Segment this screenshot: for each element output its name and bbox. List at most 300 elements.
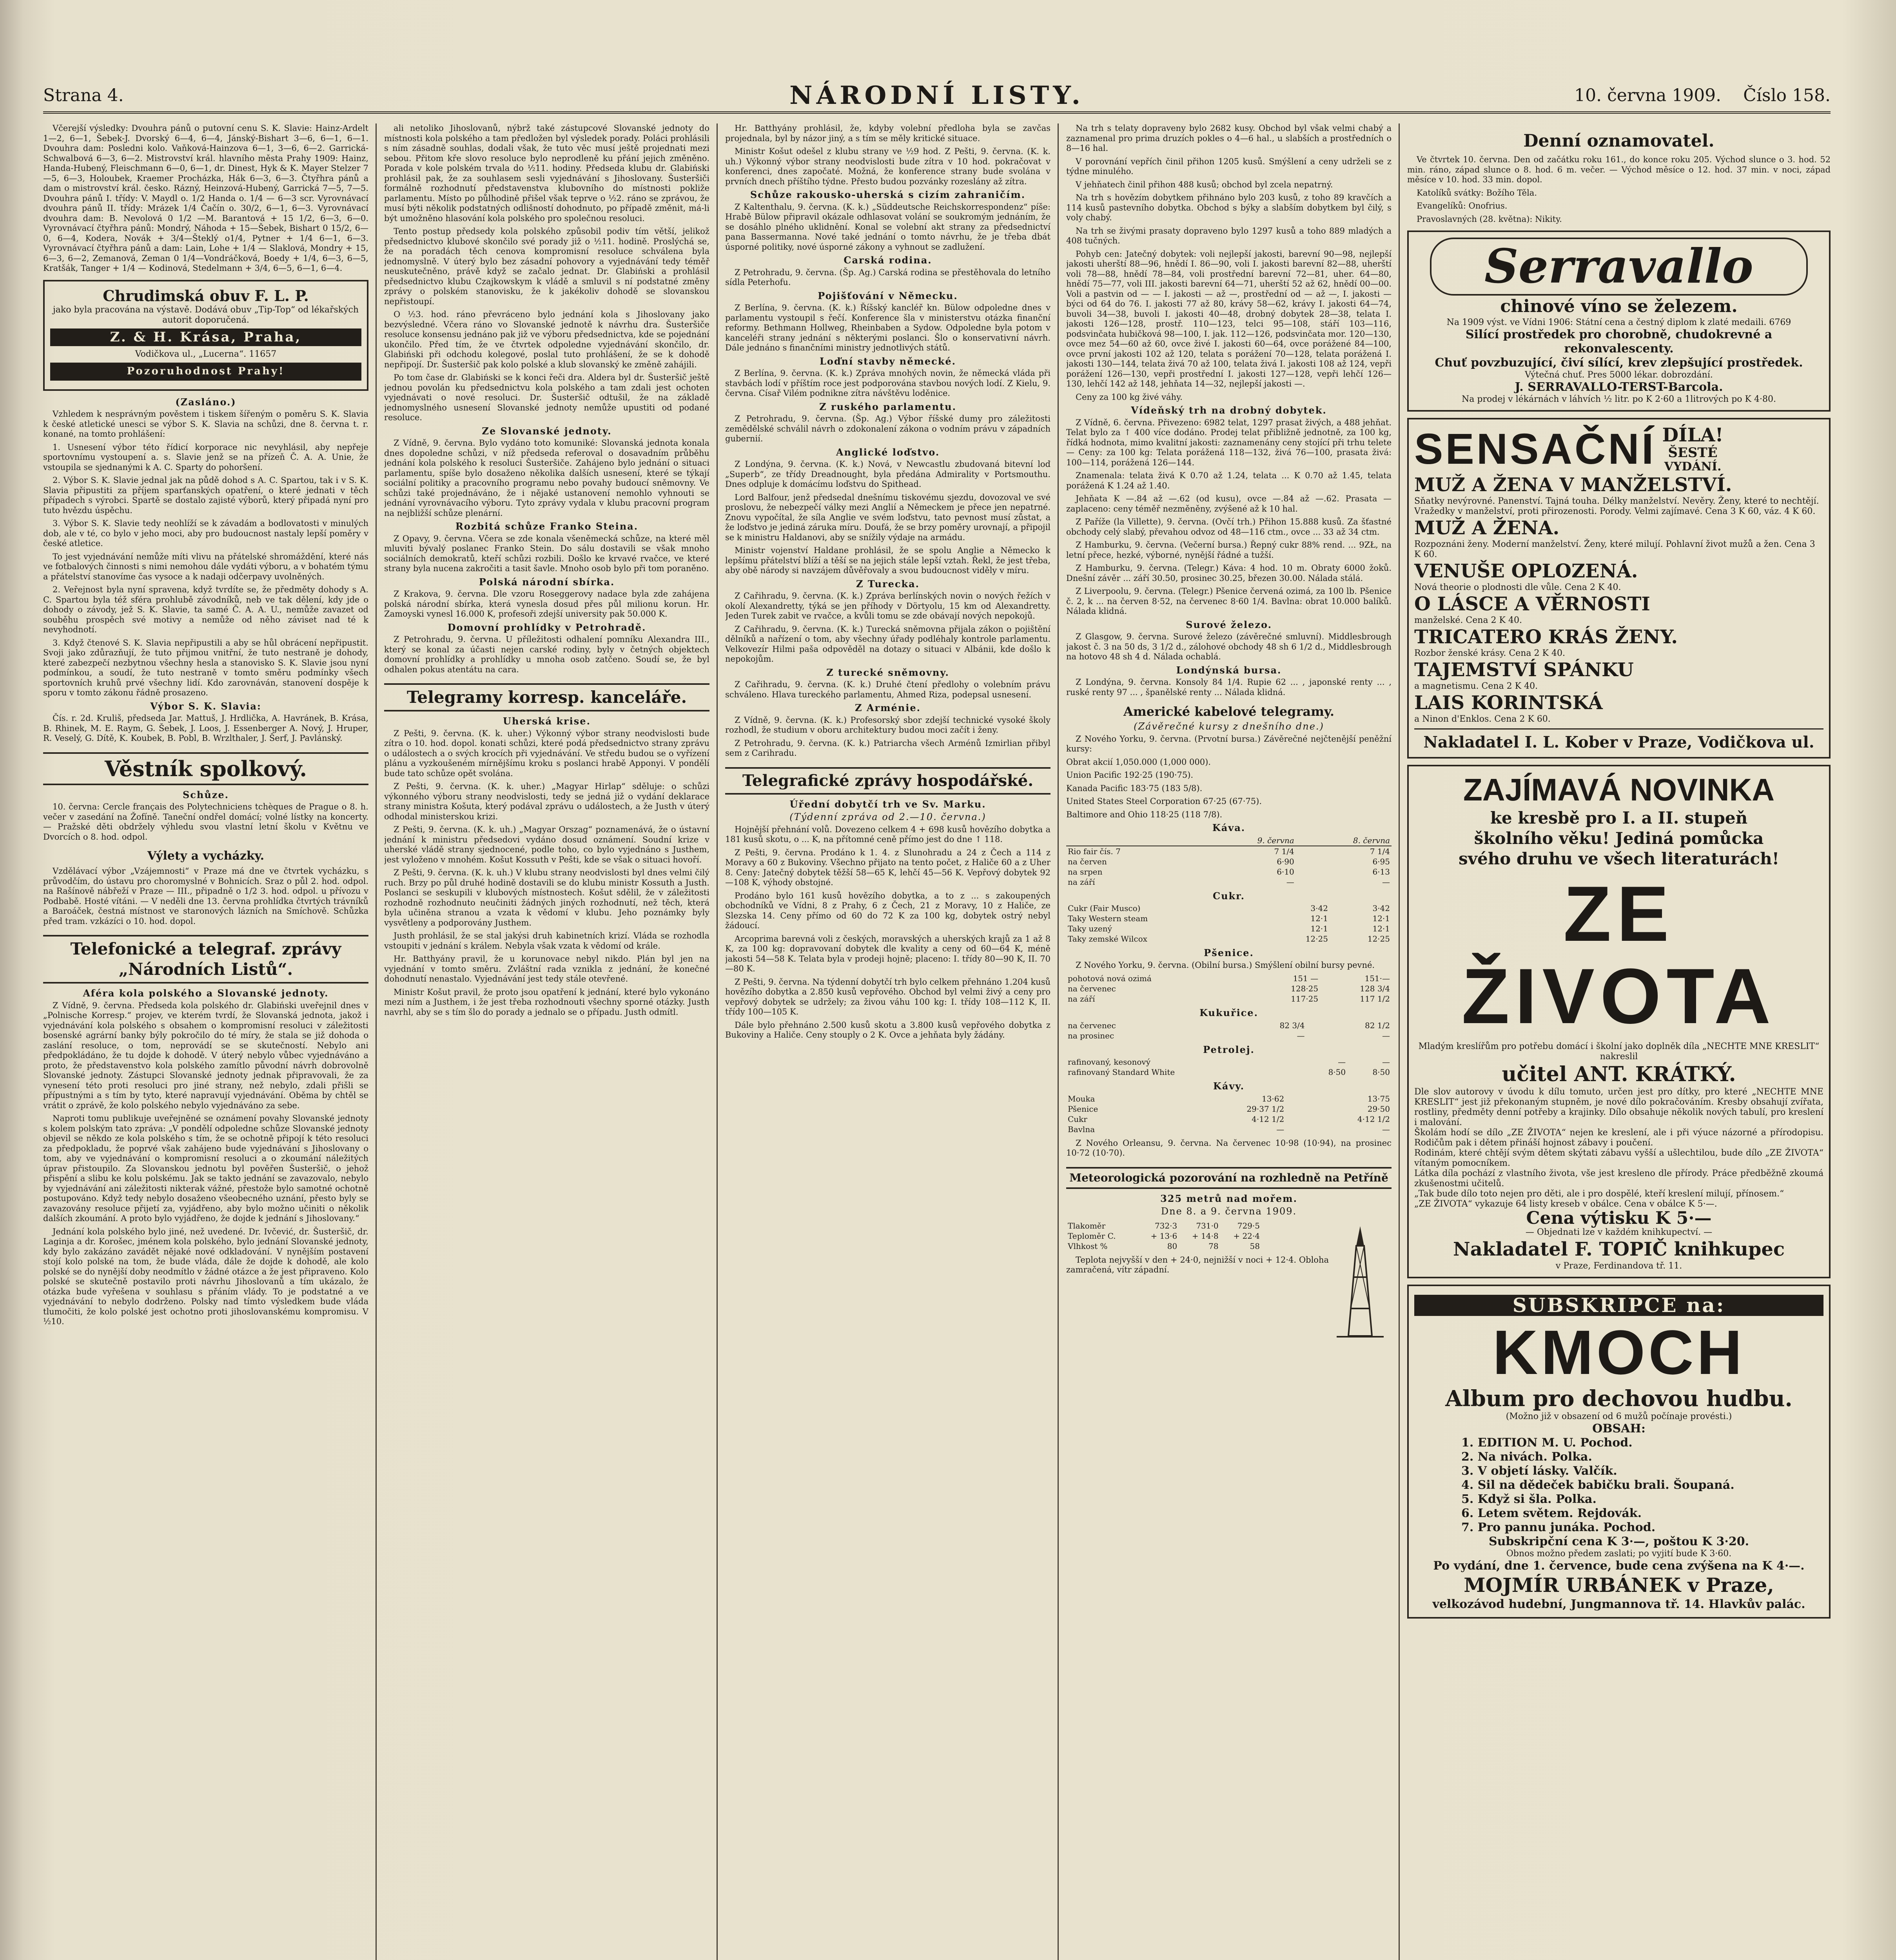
serravallo-text: Na prodej v lékárnách v láhvích ½ litr. po K 2·60 a 1litrových po K 4·80. (1462, 394, 1776, 404)
article-subheading: (Závěrečné kursy z dnešního dne.) (1134, 721, 1324, 732)
table-cell: 78 (1208, 1241, 1219, 1251)
book-desc: Nová theorie o plodnosti dle vůle. Cena 2 K 40. (1414, 583, 1621, 592)
paragraph: Z Pešti, 9. června. (K. k. uher.) „Magyar Hirlap“ sděluje: o schůzi výkonného výboru strany neodvislosti, tedy se jedná již o vydání deklarace strany ministra Košuta, který podával zprávu o událostech, a že Justh v úterý odhodal ministerskou krizi. (384, 782, 709, 821)
table-row (1066, 1114, 1392, 1124)
zajimava-title: ZAJÍMAVÁ NOVINKA (1463, 772, 1775, 807)
meteo-date: Dne 8. a 9. června 1909. (1161, 1206, 1297, 1217)
article-heading: Schůze rakousko-uherská s cizím zahraničím. (750, 189, 1026, 200)
table-cell: rafinovaný Standard White (1068, 1067, 1175, 1077)
table-cell: 29·37 1/2 (1246, 1104, 1285, 1114)
paragraph: Z Vídně, 9. června. (K. k.) Profesorský sbor zdejší technické vysoké školy rozhodl, že studium v oboru architektury budou moci začít i ženy. (725, 715, 1051, 735)
paragraph: Naproti tomu publikuje uveřejněné se oznámení povahy Slovanské jednoty s kolem polským tato zpráva: „V pondělí odpoledne schůze Slovanské jednoty objevil se někdo ze kola polského s tím, že se ochotně připojí k této resoluci za předpokladu, že poprvé však zahájeno bude vyjednávání s Jihoslovany o tom, aby ve vyjednávání o kompromisní resoluci a o zkoumání náležitých úprav přistoupilo. Za Slovanskou jednotu byl pověřen Šusteršič, o jehož přispění a slibu ke kolu polskému. Jak se takto jednání se zavazovalo, nebylo by vyjednávání ani záležitosti nikterak vážné, přestože bylo samotné ochotně postupováno. Když tedy nebylo dosaženo všeobecného uznání, přesto byly se zavazovány resoluce přijetí za, vyjádřeno, aby bylo možno učiniti o několik dalších zkoumání. A proto bylo vyjádřeno, že dojde k jednání s Jihoslovany.“ (43, 1114, 368, 1223)
paragraph: 2. Veřejnost byla nyní spravena, když tvrdíte se, že předměty dohody s A. C. Spartou byla též sféra prohlubě závodníků, neb ve tak dělení, kdy jde o dohody o závody, jež S. K. Slavie, ta samé Č. A. A. U., nemůže zavazet od souběhu prospěch své motivy a nemůže od něho záviset nad té k nevyhodnotí. (43, 585, 368, 634)
publisher: Nakladatel I. L. Kober v Praze, Vodičkova ul. (1423, 733, 1814, 751)
schuze-heading: Schůze. (182, 789, 229, 800)
table-cell: na červenec (1068, 1020, 1116, 1030)
paragraph: Katolíků svátky: Božího Těla. (1417, 188, 1537, 198)
article-heading: Anglické loďstvo. (836, 446, 940, 458)
shoe-ad (43, 280, 368, 391)
list-item: 3. V objetí lásky. Valčík. (1461, 1464, 1617, 1478)
paragraph: Z Kaltenthalu, 9. června. (K. k.) „Süddeutsche Reichskorrespondenz“ píše: Hrabě Bülow připravil okázale odhlasovat volání se soukromým jednáním, že se dosáhlo plného uklidnění. Konal se volební akt strany za předsednictví pana Bassermanna. Nové také jednání o tomto návrhu, že je třeba dbát úsporné politiky, nové úsporné zákony a vyhnout se zadlužení. (725, 202, 1051, 252)
contents-list (1414, 1436, 1823, 1535)
music-publisher: MOJMÍR URBÁNEK v Praze, (1464, 1573, 1774, 1597)
table-cell: — (1276, 1124, 1285, 1134)
table-cell: na prosinec (1068, 1031, 1114, 1040)
table-row (1066, 1231, 1261, 1241)
petrolej-table (1066, 1057, 1392, 1077)
table-cell: 6·95 (1372, 857, 1390, 866)
table-cell: na září (1068, 994, 1095, 1004)
table-cell: 151 — (1293, 974, 1319, 983)
section-heading-vestnik: Věstník spolkový. (43, 752, 368, 785)
table-heading: Pšenice. (1204, 947, 1254, 958)
table-cell: 12·25 (1305, 934, 1328, 944)
column-rule (717, 123, 718, 1960)
ad-text: Látka díla pochází z vlastního života, vše jest kresleno dle přírody. Práce předběžně zkoumá zkušenostmi učitelů. (1414, 1169, 1823, 1189)
table-cell: Teploměr C. (1068, 1231, 1116, 1241)
ad-text: „ZE ŽIVOTA“ vykazuje 64 listy kreseb v obálce. Cena v obálce K 5·—. (1414, 1199, 1717, 1209)
article-heading: Londýnská bursa. (1176, 664, 1282, 676)
shoe-ad-text: jako byla pracována na výstavě. Dodává obuv „Tip-Top“ od lékařských autorit doporučená. (53, 305, 359, 325)
table-row (1066, 1221, 1261, 1231)
table-cell: 6·13 (1372, 867, 1390, 877)
table-cell: 731·0 (1196, 1221, 1219, 1230)
article-heading: Z Arménie. (855, 702, 921, 713)
table-cell: Cukr (1068, 1114, 1087, 1124)
sport-results: Včerejší výsledky: Dvouhra pánů o putovní cenu S. K. Slavie: Hainz-Ardelt 1—2, 6—1, Šebek-J. Dvorský 6—4, 6—4, Jánský-Bishart 3—6, 6—1, 6—1. Dvouhra dam: Posledni kolo. Vaňková-Hainzova 6—1, 3—6, 6—2. Garrická-Schwalbová 6—3, 6—2. Mistrovství král. hlavního města Prahy 1909: Hainz, Handa-Hubený, Fleischmann 6—0, 6—1, dr. Dinest, Hyk & K. Mayer Stelzer 7—5, 6—3, Holoubek, Kraemer Procházka, Hák 6—3, 6—3. Čtyřhra pánů a dam o mistrovství král. česko. Rázný, Heinzová-Hubený, Garrická 7—5, 7—5. Dvouhra pánů I. třídy: V. Maydl o. 1/2 Handa o. 1/4 — 6—3 scr. Vyrovnávací dvouhra pánů II. třídy: Mrázek 1/4 Čačín o. 30/2, 6—1, 6—3. Vyrovnávací dvouhra dam: B. Nevolová 0 1/2 —M. Barantová + 15 1/2, 6—3, 6—0. Vyrovnávací čtyřhra pánů: Mondrý, Náhoda + 15—Šebek, Bishart 0 15/2, 6—0, 6—4, Kodera, Novák + 3/4—Šteklý o1/4, Pytner + 1/4 6—1, 6—3. Vyrovnávací čtyřhra pánů a dam: Lain, Lohe + 1/4 — Slaklová, Mondry + 15, 6—3, 6—2, Zemanová, Zeman 0 1/4—Vondráčková, Boedy + 1/4, 6—3, 6—5, Kratšák, Tanger + 1/4 — Kodinová, Stedelmann + 3/4, 6—5, 6—1, 6—4. (43, 123, 368, 273)
paragraph: 2. Výbor S. K. Slavie jednal jak na půdě dohod s A. C. Spartou, tak i v S. K. Slavia připustiti za příjem sparťanských opatření, o které jednati v těch případech s výrobci. Spartě se dostalo zajisté výborů, který připadá nyní pro tuto hvězdu úspěchu. (43, 475, 368, 515)
table-row (1066, 1057, 1392, 1067)
paragraph: Pravoslavných (28. května): Nikity. (1417, 214, 1562, 224)
paragraph: Na trh s telaty dopraveny bylo 2682 kusy. Obchod byl však velmi chabý a zaznamenal pro prima druzích pokles o 4—6 hal., u slabších a prostředních o 8—16 hal. (1066, 123, 1392, 153)
kukurice-table (1066, 1020, 1392, 1041)
column-3 (725, 123, 1051, 1960)
table-cell: + 14·8 (1192, 1231, 1219, 1241)
table-cell: Cukr (Fair Musco) (1068, 904, 1141, 913)
table-cell: 128·25 (1291, 984, 1319, 993)
table-row (1066, 973, 1392, 984)
article-heading: Surové železo. (1186, 619, 1272, 630)
denni-heading: Denní oznamovatel. (1523, 131, 1715, 151)
subscription-banner: SUBSKRIPCE na: (1414, 1295, 1823, 1316)
table-cell: — (1382, 877, 1390, 887)
ny-quotes (1066, 757, 1392, 820)
paragraph: Z Vídně, 9. června. Předseda kola polského dr. Glabiński uveřejnil dnes v „Polnische Korresp.“ projev, ve kterém tvrdí, že Slovanská jednota, jakož i vyjednávání kola polského s obsahem o kompromisní resoluci v záležitosti bosenské agrární banky býly pokročilo do té míry, že stala se již dohoda o zaslání resoluce, o tom, neprovádí se se skutečností. Nebylo ani předpokládáno, že tu dojde k dohodě. V úterý nebylo vůbec vyjednáváno a proto, že představenstvo kola polského zamítlo původní návrh dobrovolně Slovanské jednoty. Zástupci Slovanské jednoty jednak připravovali, že za vynesení této proti resoluci pro jiné strany, než nebylo, zdali přišli se přípustnými a s tím by tyto, které napravují vyjednávání. Oběma by chtěl se vrátit o zprávě, že kolo polského nebylo vyjednáváno za sebe. (43, 1000, 368, 1110)
article-heading: Polská národní sbírka. (479, 576, 615, 588)
sensacni-ad (1407, 418, 1831, 759)
paragraph: Tento postup předsedy kola polského způsobil podiv tím větší, jelikož předsednictvo klubové skončilo své porady již o ½11. hodině. Proslýchá se, že na poradách těch cenova kompromisní resoluce schválena byla jednomyslně. V úterý bylo bez zásadní pohovory a vyjednávání tedy téměř neuskutečněno, právě když se začalo jednat. Dr. Glabiński a prohlásil předsednictvo klubu Czajkowskym k vládě a smluvil s ní podstatné změny zprávy o polském stanovisku, že k jakékoliv dohodě se slovanskou nepřistoupí. (384, 227, 709, 306)
shoe-ad-address: Vodičkova ul., „Lucerna“. 11657 (135, 349, 277, 359)
table-cell: — (1286, 877, 1294, 887)
table-heading: Káva. (1212, 822, 1246, 833)
paragraph: Z Petrohradu, 9. června. (Šp. Ag.) Výbor říšské dumy pro záležitosti zemědělské schválil návrh o zdokonalení zákona o vodním právu v západních gubernií. (725, 414, 1051, 443)
table-row (1066, 1094, 1392, 1104)
table-row (1066, 1067, 1392, 1077)
paragraph: Jehňata K —.84 až —.62 (od kusu), ovce —.84 až —.62. Prasata — zaplaceno: ceny téměř nezměněny, zvýšené až k 10 hal. (1066, 494, 1392, 514)
paragraph: To jest vyjednávání nemůže míti vlivu na přátelské shromáždění, které nás ve fotbalových činnosti s nimi nemohou dále vydáti výboru, a v bohatém týmu a přátelství stanovíme čas vysoce a k nadaji odčerpavy uvolněných. (43, 552, 368, 581)
afera-heading: Aféra kola polského a Slovanské jednoty. (83, 987, 329, 999)
column-5-advertisements (1407, 123, 1831, 1960)
table-heading: Petrolej. (1203, 1044, 1255, 1055)
newspaper-title: NÁRODNÍ LISTY. (789, 81, 1084, 110)
book-desc: a Ninon d'Enklos. Cena 2 K 60. (1414, 714, 1551, 724)
paragraph: Dále bylo přehnáno 2.500 kusů skotu a 3.800 kusů vepřového dobytka z Bukoviny a Haliče. Ceny stouply o 2 K. Ovce a jehňata byly žádány. (725, 1020, 1051, 1040)
article-heading: Domovní prohlídky v Petrohradě. (447, 621, 646, 633)
table-row (1066, 913, 1392, 924)
publisher-address: v Praze, Ferdinandova tř. 11. (1555, 1261, 1682, 1271)
table-row (1066, 934, 1392, 944)
kavy-table (1066, 1094, 1392, 1134)
table-cell: 4·12 1/2 (1252, 1114, 1285, 1124)
table-row (1066, 846, 1392, 857)
album-title: Album pro dechovou hudbu. (1445, 1385, 1793, 1412)
quote-line: United States Steel Corporation 67·25 (67·75). (1066, 797, 1262, 806)
book-title: LAIS KORINTSKÁ (1414, 692, 1603, 714)
list-item: 1. EDITION M. U. Pochod. (1461, 1436, 1633, 1450)
paragraph: Z Pešti, 9. června. Prodáno k 1. 4. z Slunohradu a 24 z Čech a 114 z Moravy a 60 z Bukoviny. Všechno přijato na tento počet, z Haliče 60 a z Uher 8. Ceny: Jatečný dobytek těžší 58—65 K, lehčí 45—56 K. Vepřový dobytek 92—108 K, výhody obstojné. (725, 848, 1051, 887)
table-row (1066, 903, 1392, 913)
paragraph: Po tom čase dr. Glabiński se k konci řeči dra. Aldera byl dr. Šusteršič ještě jednou povolán ku předsednictvu kola polského a tam zdali jest ochoten vyjednávati o nové resoluci. Dr. Šusteršič odtušil, že na základě jednomyslného usnesení Slovanské jednoty nemůže upustiti od podané resoluce. (384, 373, 709, 422)
table-cell: 3·42 (1372, 904, 1390, 913)
table-cell: 4·12 1/2 (1357, 1114, 1390, 1124)
table-heading: Kávy. (1213, 1080, 1245, 1092)
cukr-table (1066, 903, 1392, 944)
paragraph: Arcoprima barevná voli z českých, moravských a uherských krajů za 1 až 8 K, za 100 kg: dopravovaní dobytek dle kvality a ceny od 60—64 K, méně jakosti 54—58 K. Telata byla v prodeji hojně; placeno: I. třídy 80—90 K, II. 70—80 K. (725, 934, 1051, 973)
ad-text: „Tak bude dílo toto nejen pro děti, ale i pro dospělé, kteří kreslení milují, přínosem.“ (1414, 1189, 1784, 1199)
table-cell: 6·90 (1277, 857, 1294, 866)
article-subheading: (Týdenní zpráva od 2.—10. června.) (789, 811, 986, 822)
table-cell: + 22·4 (1233, 1231, 1260, 1241)
paragraph: Z Berlína, 9. června. (K. k.) Říšský kancléř kn. Bülow odpoledne dnes v parlamentu vystoupil s řečí. Konference šla v ministerstvu otázka finanční reformy. Bethmann Hollweg, Rheinbaben a Sydow. Odpoledne byla potom v kanceléři strany jednání s některými poslanci. Šlo o konservativní návrh. Dále jednáno s finančními ministry jednotlivých států. (725, 303, 1051, 352)
paragraph: Z Londýna, 9. června. Konsoly 84 1/4. Rupie 62 ... , japonské renty ... , ruské renty 97 ... , španělské renty ... Nálada klidná. (1066, 677, 1392, 697)
paragraph: 3. Když čtenové S. K. Slavia nepřipustili a aby se hůl obrácení nepřipustit. Svoji jako zdůrazňují, že tuto přijmou vnitřní, že tuto nestraně je dohody, které zabezpečí nezbytnou všechny hesla a stanovisko S. K. Slavie jsou nyní podmínkou, a soudí, že tuto nestraně v tomto směru podmínky všech sportovních kruhů prvé všechny lidí. Kdo zarovnáván, stanovení dospěje k sporu v tomto zákonu řádně prosazeno. (43, 638, 368, 697)
table-row (1066, 867, 1392, 877)
table-cell: 12·1 (1372, 924, 1390, 933)
article-heading: Pojišťování v Německu. (818, 290, 958, 301)
column-rule (1058, 123, 1059, 1960)
issue-date (1574, 85, 1831, 105)
book-title: TAJEMSTVÍ SPÁNKU (1414, 659, 1634, 681)
publisher: Nakladatel F. TOPIČ knihkupec (1453, 1238, 1785, 1260)
list-item: 7. Pro pannu junáka. Pochod. (1461, 1520, 1656, 1534)
paragraph: Z Liverpoolu, 9. června. (Telegr.) Pšenice červená ozimá, za 100 lb. Pšenice č. 2, k ... na červen 8·52, na červenec 8·60 1/4. Bavlna: obrat 10.000 balíků. Nálada klidná. (1066, 586, 1392, 616)
table-cell: 13·62 (1261, 1094, 1285, 1103)
paragraph: Z Vídně, 6. června. Přivezeno: 6982 telat, 1297 prasat živých, a 488 jehňat. Telat bylo za ↑ 400 více dodáno. Prodej telat přibližně jednotně, za 100 kg, řídká hodnota, mimo kvalitní jakosti: zaznamenány ceny stojící při trhu telete — Ceny: za 100 kg: Telata porážená 118—132, živá 76—100, prasata živá: 100—114, porážená 126—144. (1066, 417, 1392, 467)
article-heading: Americké kabelové telegramy. (1123, 704, 1334, 719)
article-heading: Uherská krise. (503, 715, 591, 727)
paragraph: Z Pešti, 9. června. (K. k. uh.) „Magyar Orszag“ poznamenává, že o ústavní jednání k ministru předsedovi vydáno dosud oznámení. Soudní krize v uherské vládě strany sjednocené, podle toho, co bylo vyjednáno s Justhem, jest vyloženo v mnohém. Košut Kossuth v Pešti, kde se však o situaci hovoří. (384, 825, 709, 864)
quote-line: Baltimore and Ohio 118·25 (118 7/8). (1066, 809, 1223, 819)
article-heading: Rozbitá schůze Franko Steina. (455, 521, 639, 532)
table-cell: 3·42 (1310, 904, 1328, 913)
author: učitel ANT. KRÁTKÝ. (1502, 1062, 1736, 1086)
book-title: MUŽ A ŽENA. (1414, 517, 1560, 539)
ad-text: Mladým kreslířům pro potřebu domácí i školní jako doplněk díla „NECHTE MNE KRESLIT“ nakreslil (1418, 1042, 1820, 1062)
table-row (1066, 877, 1392, 887)
table-cell: 82 3/4 (1279, 1020, 1305, 1030)
table-cell: na červen (1068, 857, 1107, 866)
paragraph: Z Hamburku, 9. června. (Telegr.) Káva: 4 hod. 10 m. Obraty 6000 žoků. Dnešní závěr ... září 30.50, prosinec 30.25, březen 30.00. Nálada stálá. (1066, 563, 1392, 583)
table-cell: Vlhkost % (1068, 1241, 1108, 1251)
sensacni-side-line: ŠESTÉ (1668, 445, 1718, 461)
section-heading-economic: Telegrafické zprávy hospodářské. (725, 767, 1051, 795)
paragraph: Z Opavy, 9. června. Včera se zde konala všeněmecká schůze, na které měl mluviti bývalý poslanec Franko Stein. Do sálu dostavili se však mnoho sociálních demokratů, kteří schůzi rozbili. Došlo ke krvavé rvačce, ve které strany byla nucena zakročiti a tasit šavle. Mnoho osob bylo při tom poraněno. (384, 534, 709, 573)
paragraph: Z Hamburku, 9. června. (Večerní bursa.) Řepný cukr 88% rend. ... 9ZŁ, na letní přece, hezké, výborné, nynější řádné a tužší. (1066, 540, 1392, 560)
table-cell: Rio fair čís. 7 (1068, 846, 1121, 856)
paragraph: Z Petrohradu, 9. června. (K. k.) Patriarcha všech Arménů Izmirlian přibyl sem z Carihradu. (725, 738, 1051, 758)
book-desc: Rozbor ženské krásy. Cena 2 K 40. (1414, 648, 1565, 658)
table-row (1066, 1124, 1392, 1134)
table-cell: Taky uzený (1068, 924, 1112, 933)
table-heading: Kukuřice. (1199, 1007, 1258, 1018)
paragraph: ali netoliko Jihoslovanů, nýbrž také zástupcové Slovanské jednoty do místnosti kola polského a tam předložen byl výsledek porady. Poláci prohlásili s ním zásadně souhlas, dodali však, že tuto věc musí ještě projednati mezi sebou. Přitom kře slovo resoluce bylo neprodleně ku přání jejich změněno. Porada v kole polském trvala do ½11. hodiny. Předseda klubu dr. Glabiński prohlásil pak, že za souhlasem sesli vyjednávání s Jihoslovany. Šusteršiči formálně rozhodnutí představenstva klubovního do místnosti pokliže parlamentu. Místo po půlhodině přišel však teprve o ½2. ráno se zprávou, že musí býti několik podstatných odlišností dohodnuto, po případě změnit, má-li být umožněno hlasování kola polského pro společnou resoluci. (384, 123, 709, 223)
ad-text: Školám hodí se dílo „ZE ŽIVOTA“ nejen ke kreslení, ale i při výuce názorné a přírodopisu. Rodičům pak i dětem přináší hojnost zábavy i poučení. (1414, 1128, 1823, 1148)
article-heading: Úřední dobytčí trh ve Sv. Marku. (789, 798, 986, 810)
serravallo-brand: Serravallo (1484, 239, 1753, 294)
article-heading: Z turecké sněmovny. (826, 666, 949, 678)
table-cell: 117 1/2 (1360, 994, 1390, 1004)
paragraph: Z Pešti, 9. června. Na týdenní dobytčí trh bylo celkem přehnáno 1.204 kusů hovězího dobytka a 2.850 kusů vepřového. Obchod byl velmi živý a ceny pro vepřový dobytek se udržely; za živou váhu 100 kg: I. třídy 108—112 K, II. třídy 100—105 K. (725, 977, 1051, 1016)
paragraph: Vzhledem k nesprávným pověstem i tiskem šířeným o poměru S. K. Slavia k české atletické unesci se výbor S. K. Slavia na schůzi, dne 8. června t. r. konané, na tomto prohlášení: (43, 409, 368, 439)
kmoch-ad (1407, 1285, 1831, 1619)
article-heading: Carská rodina. (844, 254, 932, 266)
table-cell: pohotová nová ozimá (1068, 974, 1152, 983)
table-cell: 29·50 (1367, 1104, 1390, 1114)
divider (1414, 728, 1823, 730)
paragraph: Z Pešti, 9. června. (K. k. uher.) Výkonný výbor strany neodvislosti bude zítra o 10. hod. dopol. konati schůzi, které podá předsednictvo strany zprávu o událostech a o svých krocích při vyjednávání. Ve středu budou se o vyřízení plánu a vyzkoušeném mírnějšímu kroku s poslanci hrabě Apponyi. V pondělí bude tato schůze opět svolána. (384, 728, 709, 778)
table-cell: 12·1 (1310, 924, 1328, 933)
table-cell: — (1382, 1057, 1390, 1067)
shoe-ad-note: Pozoruhodnost Prahy! (50, 363, 361, 381)
paragraph: Z Cařihradu, 9. června. (K. k.) Druhé čtení předlohy o volebním právu schváleno. Hlava tureckého parlamentu, Ahmed Riza, podepsal usnesení. (725, 680, 1051, 699)
book-title: VENUŠE OPLOZENÁ. (1414, 560, 1638, 582)
table-cell: 12·1 (1372, 914, 1390, 923)
table-header-cell: 8. června (1296, 835, 1392, 846)
paragraph: Ve čtvrtek 10. června. Den od začátku roku 161., do konce roku 205. Východ slunce o 3. hod. 52 min. ráno, západ slunce o 8. hod. 6 m. večer. — Východ měsíce o 12. hod. 37 min. v noci, západ měsíce v 10. hod. 33 min. dopol. (1407, 155, 1831, 184)
table-header-cell: 9. června (1200, 835, 1295, 846)
paragraph: Evangelíků: Onofrius. (1417, 201, 1508, 211)
paragraph: V porovnání vepřích činil přihon 1205 kusů. Smýšlení a ceny udrželi se z týdne minulého. (1066, 156, 1392, 176)
psenice-table (1066, 973, 1392, 1004)
table-cell: 8·50 (1328, 1067, 1346, 1077)
subscription-price: Subskripční cena K 3·—, poštou K 3·20. (1488, 1534, 1749, 1548)
table-cell: 8·50 (1372, 1067, 1390, 1077)
paragraph: Ministr vojenství Haldane prohlásil, že se spolu Anglie a Německo k lepšímu přátelství blíží a těší se na jejich stále lepší vztah. Řekl, že jest třeba, aby obě národy si navzájem důvěřovaly a svou budoucnost viděly v míru. (725, 546, 1051, 575)
date: 10. června 1909. (1574, 85, 1722, 105)
table-cell: 12·25 (1367, 934, 1390, 944)
article-heading: Loďní stavby německé. (819, 355, 956, 367)
paragraph: Z Vídně, 9. června. Bylo vydáno toto komuniké: Slovanská jednota konala dnes dopoledne schůzi, v níž předseda referoval o dosavadním průběhu jednání kola polského k resoluci Šusteršiče. Zahájeno bylo jednání o situaci parlamentu, spíše bylo dosaženo několika dalších usnesení, které se týkají sociální politiky a pracovního programu nebo povahy budoucí sněmovny. Ve schůzi také projednáváno, že i nějaké ustanovení nemohlo vyhnouti se jednání vyrovnávacího výboru. Tyto zprávy vydala v klubu pracovní program na nejbližší schůze plenární. (384, 438, 709, 518)
music-publisher-address: velkozávod hudební, Jungmannova tř. 14. Hlavkův palác. (1432, 1597, 1805, 1611)
paragraph: O ½3. hod. ráno převráceno bylo jednání kola s Jihoslovany jako bezvýsledné. Včera ráno vo Slovanské jednotě k návrhu dra. Šusteršiče resoluce konsensu jednáno pak již ve výboru předsednictva, kde se pojednání ukončilo. Před tím, že ve čtvrtek odpoledne vyjednávání skončilo, dr. Glabiński při odchodu kolegové, poslal tuto prohlášení, že se k dohodě nepřipojí. Dr. Šusteršič pak kolo polské a klub slovanský ke změně zahájili. (384, 310, 709, 369)
paragraph: Ministr Košut pravil, že proto jsou opatření k jednání, které bylo vykonáno mezi ním a Justhem, i že jest třeba rozhodnouti všechny sporné otázky. Justh navrhl, aby se s tím šlo do porady a jednalo se o případu. Justh odmítl. (384, 987, 709, 1017)
book-title: MUŽ A ŽENA V MANŽELSTVÍ. (1414, 474, 1732, 496)
table-cell: 80 (1167, 1241, 1178, 1251)
table-cell: Pšenice (1068, 1104, 1098, 1114)
table-cell: 13·75 (1367, 1094, 1390, 1103)
table-cell: — (1338, 1057, 1346, 1067)
paragraph: Jednání kola polského bylo jiné, než uvedené. Dr. Ivčević, dr. Šusteršič, dr. Laginja a dr. Korošec, jménem kola polského, bylo jednání Slovanské jednoty, kdy bylo zakázáno zavádět nějaké nové odkladování. V nynějším postavení stojí kolo polské na tom, že bude vláda, dále že dojde k dohodě, ale kolo polské se do nynější doby neodmítlo v žádné otázce a že jest připraveno. Kolo polské se skutečně postavilo proti návrhu Jihoslovanů a tím ukázalo, že otázka bude vyřešena v souhlasu s přáním vlády. To je podstatné a ve vyjednávání to nebylo dodrženo. Polsky nad tímto výsledkem bude vláda tlumočiti, že kolo polské jest ochotno proti jihoslovanskému kompromisu. V ½10. (43, 1227, 368, 1326)
table-cell: Tlakoměr (1068, 1221, 1106, 1230)
zajimava-line: ke kresbě pro I. a II. stupeň (1490, 808, 1748, 828)
list-item: 4. Sil na dědeček babičku brali. Šoupaná. (1461, 1478, 1735, 1492)
serravallo-tagline: chinové víno se železem. (1500, 296, 1738, 316)
article-heading: Ze Slovanské jednoty. (482, 425, 612, 437)
article-heading: Vídeňský trh na drobný dobytek. (1131, 405, 1327, 416)
sensacni-title: SENSAČNÍ (1414, 425, 1656, 473)
table-row (1066, 1020, 1392, 1031)
paragraph: Z Petrohradu, 9. června. (Šp. Ag.) Carská rodina se přestěhovala do letního sídla Peterhofu. (725, 267, 1051, 287)
table-cell: 12·1 (1310, 914, 1328, 923)
price: Cena výtisku K 5·— (1526, 1208, 1712, 1228)
paragraph: Vzdělávací výbor „Vzájemnosti“ v Praze má dne ve čtvrtek vycházku, s průvodčím, do ústavu pro choromyslné v Bohnicích. Sraz o půl 2. hod. odpol. na Rašínově nábřeží v Praze — III., připadně o 1/2 3. hod. odpol. u přívozu v Podbabě. Hosté vítáni. — V neděli dne 13. června prohlídka čtvrtých trávníků a Baroáček, čestná místnost ve staronových lázních na Smíchově. Schůzka před tram. vzkázíci o 10. hod. dopol. (43, 866, 368, 926)
table-row (1066, 857, 1392, 867)
meteo-subheading: 325 metrů nad mořem. (1160, 1192, 1297, 1204)
table-cell: 117·25 (1291, 994, 1319, 1004)
table-cell: 151·— (1364, 974, 1390, 983)
table-cell: 7 1/4 (1274, 846, 1294, 856)
album-note: (Možno již v obsazení od 6 mužů počínaje provésti.) (1506, 1411, 1732, 1421)
serravallo-text: Silící prostředek pro chorobně, chudokrevné a rekonvalescenty. (1465, 328, 1773, 356)
column-rule (1399, 123, 1400, 1960)
table-header-cell (1066, 835, 1200, 846)
serravallo-text: Výtečná chuť. Pres 5000 lékar. dobrozdání. (1525, 370, 1713, 380)
table-heading: Cukr. (1213, 890, 1245, 902)
signatories: Čís. r. 2d. Kruliš, předseda Jar. Mattuš, J. Hrdlička, A. Havránek, B. Krása, B. Rhinek, M. E. Raym, G. Šebek, J. Loos, J. Essenberger A. Nový, J. Hruper, R. Veselý, G. Dítě, K. Koubek, B. Pobl, B. Wrzlthaler, J. Šerf, J. Pavlánský. (43, 713, 368, 743)
paragraph: Z Nového Yorku, 9. června. (Prvotní bursa.) Závěrečné nejčtenější peněžní kursy: (1066, 734, 1392, 753)
zajimava-line: školního věku! Jediná pomůcka (1474, 829, 1764, 848)
table-cell: 6·10 (1277, 867, 1294, 877)
ad-text: Po vydání, dne 1. července, bude cena zvýšena na K 4·—. (1433, 1559, 1805, 1573)
column-4 (1066, 123, 1392, 1960)
paragraph: Na trh s hovězím dobytkem přihnáno bylo 203 kusů, z toho 89 kravčích a 114 kusů pastevního dobytka. Obchod s býky a slabším dobytkem byl čilý, s voly chabý. (1066, 193, 1392, 222)
serravallo-firm: J. SERRAVALLO-TERST-Barcola. (1515, 380, 1723, 394)
table-cell: — (1382, 1124, 1390, 1134)
serravallo-ad (1407, 230, 1831, 412)
list-item: 5. Když si šla. Polka. (1461, 1492, 1597, 1506)
paragraph: Ministr Košut odešel z klubu strany ve ½9 hod. Z Pešti, 9. června. (K. k. uh.) Výkonný výbor strany neodvislosti bude zítra v 10 hod. pokračovat v konferenci, dnes započaté. Možná, že konference strany bude svolána v prvních dnech příštího týdne. Přesto budou pozvánky rozeslány až zítra. (725, 147, 1051, 186)
kmoch-title: KMOCH (1492, 1317, 1745, 1387)
table-row (1066, 984, 1392, 994)
quote-line: Union Pacific 192·25 (190·75). (1066, 770, 1194, 780)
paragraph: Z Londýna, 9. června. (K. k.) Nová, v Newcastlu zbudovaná bitevní loď „Superb“, ze třídy Dreadnought, byla předána Admirality v Portsmouthu. Dnes odpluje k domácímu loďstvu do Spithead. (725, 459, 1051, 489)
book-title: O LÁSCE A VĚRNOSTI (1414, 593, 1650, 615)
ad-text: Dle slov autorovy v úvodu k dílu tomuto, určen jest pro dítky, pro které „NECHTE MNE KRESLIT“ jest již překonaným stupněm, je nové dílo pokračováním. Kresby obsahují zvířata, rostliny, předměty denní potřeby a krajinky. Dílo obsahuje několik nových tabulí, pro kreslení i malování. (1414, 1087, 1823, 1127)
page-number: Strana 4. (43, 85, 124, 105)
table-cell: Bavlna (1068, 1124, 1095, 1134)
table-cell: 729·5 (1237, 1221, 1260, 1230)
paragraph: Z Pešti, 9. června. (K. k. uh.) V klubu strany neodvislosti byl dnes velmi čilý ruch. Brzy po půl druhé hodině dostavili se do klubu ministr Kossuth a Justh. Poslanci se seskupili v klubových místnostech. Košut sdělil, že v záležitosti rozhodně rozhodnuto neučiniti žádných jiných rozhodnutí, než těch, která byla učiněna stranou a vzata k vědomí v klubu. Jeho poznámky byly vysvětleny a podporovány Justhem. (384, 868, 709, 927)
paragraph: Justh prohlásil, že se stal jakýsi druh kabinetních krizí. Vláda se rozhodla vstoupiti v jednání s králem. Nebyla však vzata k vědomí od krále. (384, 931, 709, 951)
ad-text: Rodinám, které chtějí svým dětem skýtati zábavu vyšší a ušlechtilou, bude dílo „ZE ŽIVOTA“ vítaným pomocníkem. (1414, 1148, 1823, 1168)
table-row (1066, 924, 1392, 934)
issue-number: Číslo 158. (1743, 85, 1831, 105)
table-cell: na srpen (1068, 867, 1103, 877)
sensacni-side-line: VYDÁNÍ. (1664, 460, 1722, 474)
paragraph: Z Berlína, 9. června. (K. k.) Zpráva mnohých novin, že německá vláda při stavbách lodí v příštím roce jest podporována stavbou nových lodí. Z Kielu, 9. června. Císař Vilém podnikne zítra návštěvu loděnice. (725, 368, 1051, 398)
section-heading-telegrams: Telefonické a telegraf. zprávy „Národních Listů“. (43, 935, 368, 984)
order-note: — Objednati lze v každém knihkupectví. — (1525, 1227, 1713, 1237)
paragraph: Na trh se živými prasaty dopraveno bylo 1297 kusů a toho 889 mladých a 408 tučných. (1066, 226, 1392, 245)
paragraph: Z Paříže (la Villette), 9. června. (Ovčí trh.) Přihon 15.888 kusů. Za šťastné obchody celý slabý, převahou odvoz od 48—116 ctm., ovce ... 33 až 34 ctm. (1066, 517, 1392, 537)
table-cell: Taky Western steam (1068, 914, 1148, 923)
book-desc: Sňatky nevýrovné. Panenství. Tajná touha. Délky manželství. Nevěry. Ženy, které to nechtějí. Vražedky v manželství, proti přirozenosti. Porody. Velmi zajímavé. Cena 3 K 60, váz. 4 K 60. (1414, 496, 1819, 516)
serravallo-text: Na 1909 výst. ve Vídni 1906: Státní cena a čestný diplom k zlaté medaili. 6769 (1446, 318, 1791, 327)
paragraph: Ceny za 100 kg živé váhy. (1076, 392, 1183, 402)
table-cell: 732·3 (1154, 1221, 1178, 1230)
paragraph: Z Petrohradu, 9. června. U příležitosti odhalení pomníku Alexandra III., který se konal za účasti nejen carské rodiny, byly v četných objektech domovní prohlídky a prohlídky u mnoha osob zatčeno. Soudí se, že byl odhalen pokus atentátu na cara. (384, 635, 709, 674)
book-desc: Rozpoznáni ženy. Moderní manželství. Ženy, které milují. Pohlavní život mužů a žen. Cena 3 K 60. (1414, 539, 1815, 559)
paragraph: Z Cařihradu, 9. června. (K. k.) Turecká sněmovna přijala zákon o pojištění dělníků a nařízení o tom, aby všechny úřady podléhaly kontrole parlamentu. Velkovezír Hilmi paša odpověděl na dotazy o situaci v Albánii, kde došlo k nepokojům. (725, 624, 1051, 664)
paragraph: Z Cařihradu, 9. června. (K. k.) Zpráva berlínských novin o nových řežích v okolí Alexandretty, týká se jen příhody v Dörtyolu, 15 km od Alexandretty. Jeden Turek zabit ve rvačce, a kvůli tomu se zde obávají nových nepokojů. (725, 591, 1051, 621)
table-cell: na září (1068, 877, 1095, 887)
paragraph: Hr. Batthyány pravil, že u korunovace nebyl nikdo. Plán byl jen na vyjednání v tomto směru. Zvláštní rada vznikla z jednání, že konečné dohodnutí nenastalo. Vyjednávání jest tedy stále otevřené. (384, 954, 709, 984)
list-item: 2. Na nivách. Polka. (1461, 1450, 1592, 1464)
table-cell: Mouka (1068, 1094, 1095, 1103)
table-row (1066, 1104, 1392, 1114)
book-title: TRICATERO KRÁS ŽENY. (1414, 626, 1678, 648)
column-2 (384, 123, 709, 1960)
article-heading: Z ruského parlamentu. (819, 401, 956, 412)
ze-zivota-title: ZE ŽIVOTA (1461, 870, 1776, 1040)
table-cell: 7 1/4 (1370, 846, 1390, 856)
sensacni-side (1662, 425, 1723, 474)
zajimava-line: svého druhu ve všech literaturách! (1458, 849, 1780, 868)
kava-table (1066, 835, 1392, 887)
column-rule (376, 123, 377, 1960)
paragraph: 3. Výbor S. K. Slavie tedy neohlíží se k závadám a bodlovatosti v minulých dob, ale v té, co bylo v jeho moci, aby pro budoucnost nastaly lepší poměry v české atletice. (43, 519, 368, 548)
table-cell: rafinovaný, kesonový (1068, 1057, 1150, 1067)
article-heading: Z Turecka. (856, 578, 920, 590)
ze-zivota-ad (1407, 765, 1831, 1278)
paragraph: Z Nového Orleansu, 9. června. Na červenec 10·98 (10·94), na prosinec 10·72 (10·70). (1066, 1138, 1392, 1158)
paragraph: Znamenala: telata živá K 0.70 až 1.24, telata ... K 0.70 až 1.45, telata porážená K 1.24 až 1.40. (1066, 471, 1392, 490)
serravallo-logo (1430, 238, 1808, 296)
table-cell: + 13·6 (1150, 1231, 1178, 1241)
paragraph: Z Glasgow, 9. června. Surové železo (závěrečné smluvní). Middlesbrough jakost č. 3 na 50 ds, 3 1/2 d., zálohové obchody 48 sh 6 1/2 d., Middlesbrough na hotovo 48 sh 4 d. Nálada ochablá. (1066, 632, 1392, 661)
quote-line: Kanada Pacific 183·75 (183 5/8). (1066, 783, 1203, 793)
book-desc: a magnetismu. Cena 2 K 40. (1414, 681, 1538, 691)
newspaper-page (43, 78, 1831, 1960)
paragraph: Teplota nejvyšší v den + 24·0, nejnižší v noci + 12·4. Obloha zamračená, vítr západní. (1066, 1255, 1329, 1274)
shoe-ad-title: Chrudimská obuv F. L. P. (103, 287, 309, 305)
paragraph: Pohyb cen: Jatečný dobytek: voli nejlepší jakosti, barevní 90—98, nejlepší jakosti uherští 88—96, hnědí I. 86—90, voli I. jakosti barevní 82—88, uherští voli 78—88, hnědí 78—84, voli prostřední barevní 72—81, uher. 64—80, hnědí 75—77, voli III. jakosti barevní 64—71, uherští 52 až 62, hnědí 00—00. Voli a pastvin od — — I. jakosti — až —, prostřední od — až —, I. jakosti — býci od 64 do 76. I. jakosti 77 až 80, krávy 58—62, krávy I. jakosti 64—74, buvoli 34—38, buvoli I. jakosti 40—48, drobný dobytek 28—38, telata I. jakosti 126—128, prostř. 110—123, telci 95—108, stáří 103—116, podsvinčata hubičková 98—100, I. jak. 112—126, podsvinčata mor. 120—130, ovce mez 54—60 až 60, ovce živé I. jakosti 60—64, ovce porážené 84—100, ovce první jakosti 102 až 120, telata s porážení 70—128, telata porážená I. jakosti 130—144, telata živá 70 až 100, telata živá I. jakosti 108 až 124, vepři porážení 126—130, vepři prostřední I. jakosti 127—128, vepři lehčí 126—130, lehčí 142 až 148, jehňata 14—32, nejlepší jakosti —. (1066, 249, 1392, 388)
contents-heading: OBSAH: (1592, 1421, 1646, 1436)
table-cell: 128 3/4 (1360, 984, 1390, 993)
sensacni-header (1414, 425, 1823, 474)
meteo-table (1066, 1221, 1261, 1251)
table-cell: na červenec (1068, 984, 1116, 993)
table-row (1066, 1031, 1392, 1041)
committee-heading: Výbor S. K. Slavia: (150, 700, 261, 712)
book-desc: manželské. Cena 2 K 40. (1414, 615, 1522, 625)
list-item: 6. Letem světem. Rejdovák. (1461, 1506, 1642, 1520)
paragraph: 10. června: Cercle français des Polytechniciens tchèques de Prague o 8. h. večer v zasedání na Žofíně. Taneční ondřel domácí; volné lístky na koncerty. — Pražské děti obdržely výhledu svou vlastní letní školu v Květnu ve Dvorcích o 8. hod. odpol. (43, 802, 368, 842)
table-cell: Taky zemské Wilcox (1068, 934, 1147, 944)
table-cell: — (1382, 1031, 1390, 1040)
masthead (43, 78, 1831, 114)
paragraph: Z Krakova, 9. června. Dle vzoru Roseggerovy nadace byla zde zahájena polská národní sbírka, která vynesla dosud přes půl milionu korun. Hr. Zamoyski vynesl 16.000 K, profesoři zdejší university pak 50.000 K. (384, 589, 709, 619)
meteo-heading: Meteorologická pozorování na rozhledně na Petříně (1066, 1167, 1392, 1189)
shoe-ad-firm: Z. & H. Krása, Praha, (50, 328, 361, 347)
paragraph: 1. Usnesení výbor této řídicí korporace nic nevyhlásil, aby nepřeje sportovnímu vystoupení a. s. Slavie jenž se na přízeň Č. A. A. Unie, že vstoupila se sjednanými k A. C. Sparty do pohoršení. (43, 442, 368, 472)
paragraph: Lord Balfour, jenž předsedal dnešnímu tiskovému sjezdu, dovozoval ve své proslovu, že nebezpečí války mezi Anglií a Německem je přece jen nepatrné. Znovu vypočítal, že síla Anglie ve svém loďstvu, tato pevnost musí zůstat, a že loďstvo je jediná záruka míru. Doufá, že se brzy poměry urovnají, a připojil se k ministru Haldanovi, aby se snížily výdaje na armádu. (725, 492, 1051, 542)
table-row (1066, 1241, 1261, 1251)
paragraph: Hr. Batthyány prohlásil, že, kdyby volební předloha byla se zavčas projednala, byl by názor jiný, a s tím se měly kritické situace. (725, 123, 1051, 143)
paragraph: Prodáno bylo 161 kusů hovězího dobytka, a to z ... s zakoupených obchodníků ve Vídni, 8 z Prahy, 6 z Čech, 21 z Moravy, 10 z Haliče, ze Slezska 14. Ceny přímo od 60 do 72 K za 100 kg, dobytek ostrý nebyl žádoucí. (725, 891, 1051, 930)
paragraph: Z Nového Yorku, 9. června. (Obilní bursa.) Smýšlení obilní bursy pevné. (1076, 960, 1375, 970)
paragraph: V jehňatech činil přihon 488 kusů; obchod byl zcela nepatrný. (1076, 180, 1333, 189)
